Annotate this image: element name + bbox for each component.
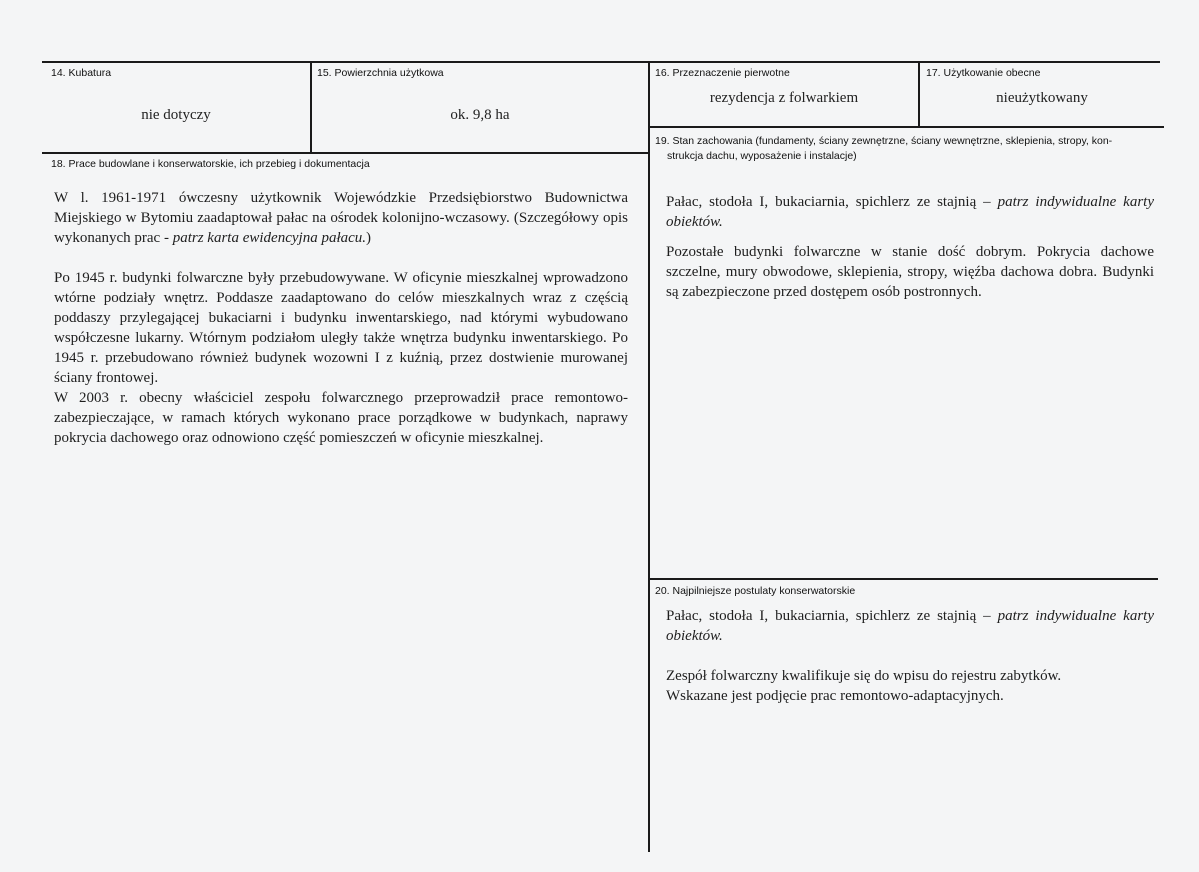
field-16-label: 16. Przeznaczenie pierwotne [655,67,790,79]
field-19-label [655,134,1155,164]
rule-under-14-15 [42,152,649,154]
field-19-text [666,192,1154,302]
field-19-label-line-2: strukcja dachu, wyposażenie i instalacje) [667,150,857,162]
field-14-label: 14. Kubatura [51,67,112,79]
field-19-paragraph-1: Pałac, stodoła I, bukaciarnia, spichlerz ze stajnią – patrz indywidualne karty obiektów. [666,194,1154,230]
field-16-value: rezydencja z folwarkiem [709,90,859,106]
field-15-label: 15. Powierzchnia użytkowa [317,67,444,79]
field-18-paragraph-3: W 2003 r. obecny właściciel zespołu folwarcznego przeprowadził prace remontowo-zabezpieczające, w ramach których wykonano prace porządkowe w budynkach, naprawy pokrycia dachowego oraz odnowiono część pomieszczeń w oficynie mieszkalnej. [54,390,628,446]
field-19-label-line-1: 19. Stan zachowania (fundamenty, ściany zewnętrzne, ściany wewnętrzne, sklepienia, stropy, kon- [655,135,1113,147]
field-17-value: nieużytkowany [996,90,1088,106]
field-18-paragraph-2: Po 1945 r. budynki folwarczne były przebudowywane. W oficynie mieszkalnej wprowadzono wtórne podziały wnętrz. Poddasze zaadaptowano do celów mieszkalnych wraz z częścią poddaszy przylegającej bukaciarni i budynku inwentarskiego, nad którymi wybudowano współczesne lukarny. Wtórnym podziałom uległy także wnętrza budynku inwentarskiego. Po 1945 r. przebudowano również budynek wozowni I z kuźnią, przez dostwienie murowanej ściany frontowej. [54,270,628,386]
field-20-paragraph-3: Wskazane jest podjęcie prac remontowo-adaptacyjnych. [666,688,1004,704]
field-14-value: nie dotyczy [141,107,211,123]
field-18-paragraph-1: W l. 1961-1971 ówczesny użytkownik Wojewódzkie Przedsiębiorstwo Budownictwa Miejskiego w Bytomiu zaadaptował pałac na ośrodek kolonijno-wczasowy. (Szczegółowy opis wykonanych prac - patrz karta ewidencyjna pałacu.) [54,190,628,246]
field-18-label: 18. Prace budowlane i konserwatorskie, ich przebieg i dokumentacja [51,158,370,170]
field-20-paragraph-2: Zespół folwarczny kwalifikuje się do wpisu do rejestru zabytków. [666,668,1062,684]
field-15-value: ok. 9,8 ha [450,107,510,123]
rule-above-20 [648,578,1158,580]
field-19-paragraph-2: Pozostałe budynki folwarczne w stanie dość dobrym. Pokrycia dachowe szczelne, mury obwodowe, sklepienia, stropy, więźba dachowa dobra. Budynki są zabezpieczone przed dostępem osób postronnych. [666,244,1154,300]
divider-15-16 [648,61,650,852]
top-rule [42,61,1160,63]
field-20-paragraph-1: Pałac, stodoła I, bukaciarnia, spichlerz ze stajnią – patrz indywidualne karty obiektów. [666,608,1154,644]
field-20-label: 20. Najpilniejsze postulaty konserwatorskie [655,585,856,597]
rule-under-16-17 [648,126,1164,128]
field-17-label: 17. Użytkowanie obecne [926,67,1041,79]
field-20-text [666,606,1154,706]
field-18-text [54,188,628,448]
